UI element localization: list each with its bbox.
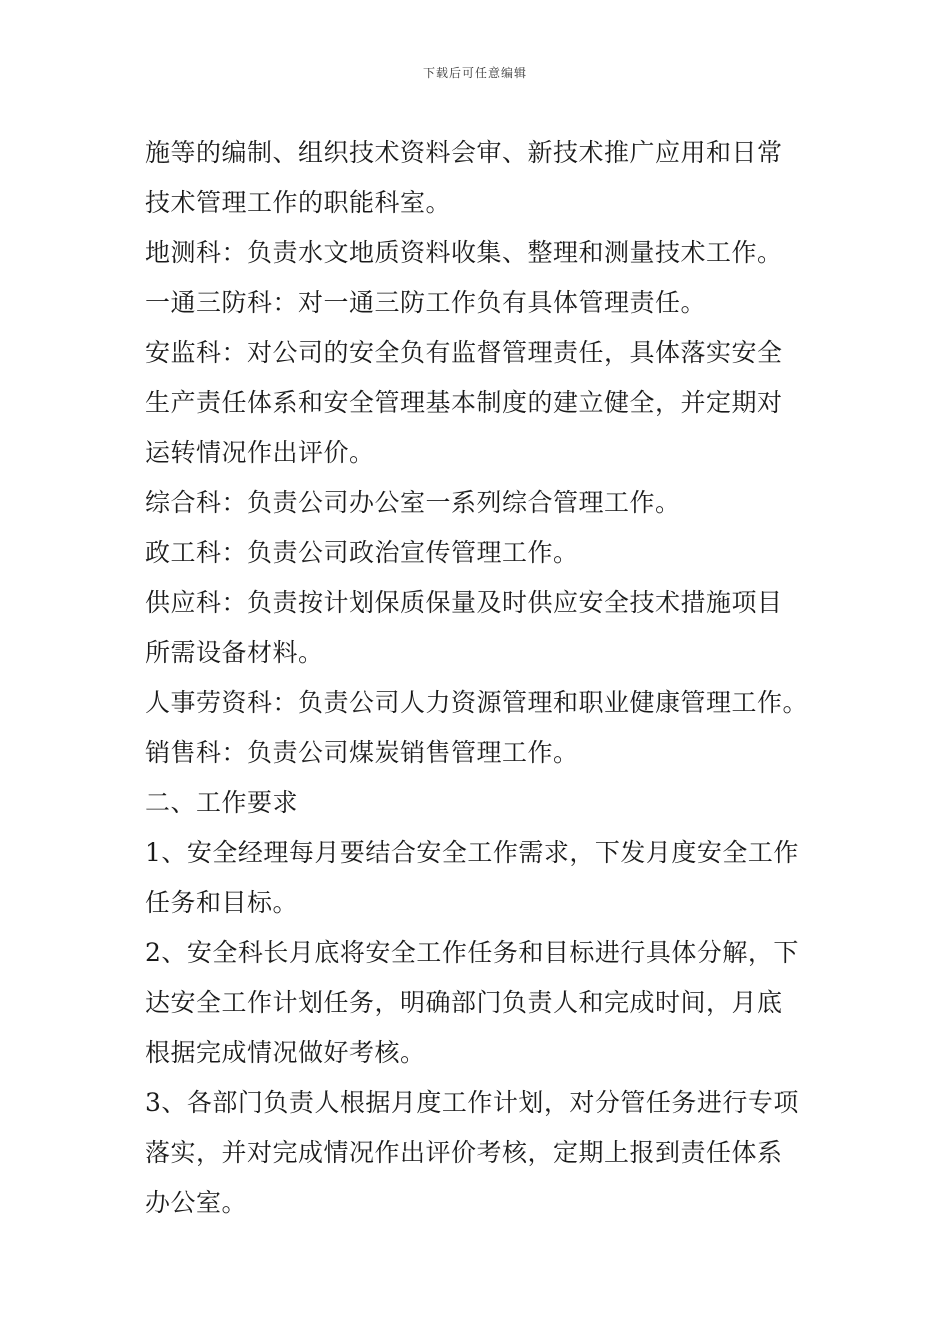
page-header: 下载后可任意编辑 [422,66,527,80]
text-line: 达安全工作计划任务，明确部门负责人和完成时间，月底 [145,988,783,1017]
text-line: 根据完成情况做好考核。 [145,1038,426,1067]
text-line: 综合科：负责公司办公室一系列综合管理工作。 [145,488,681,517]
section-heading: 二、工作要求 [145,788,299,817]
text-line: 3、各部门负责人根据月度工作计划，对分管任务进行专项 [145,1088,799,1117]
text-line: 生产责任体系和安全管理基本制度的建立健全，并定期对 [145,388,783,417]
text-line: 运转情况作出评价。 [145,438,375,467]
text-line: 落实，并对完成情况作出评价考核，定期上报到责任体系 [145,1138,783,1167]
text-line: 任务和目标。 [145,888,299,917]
text-line: 安监科：对公司的安全负有监督管理责任，具体落实安全 [145,338,783,367]
text-line: 所需设备材料。 [145,638,324,667]
text-line: 销售科：负责公司煤炭销售管理工作。 [145,738,579,767]
text-line: 施等的编制、组织技术资料会审、新技术推广应用和日常 [145,138,783,167]
text-line: 2、安全科长月底将安全工作任务和目标进行具体分解，下 [145,938,799,967]
text-line: 技术管理工作的职能科室。 [145,188,452,217]
text-line: 供应科：负责按计划保质保量及时供应安全技术措施项目 [145,588,783,617]
document-body [145,128,811,1228]
text-line: 人事劳资科：负责公司人力资源管理和职业健康管理工作。 [145,688,809,717]
text-line: 政工科：负责公司政治宣传管理工作。 [145,538,579,567]
text-line: 一通三防科：对一通三防工作负有具体管理责任。 [145,288,707,317]
text-line: 地测科：负责水文地质资料收集、整理和测量技术工作。 [145,238,783,267]
text-line: 办公室。 [145,1188,248,1217]
text-line: 1、安全经理每月要结合安全工作需求，下发月度安全工作 [145,838,799,867]
